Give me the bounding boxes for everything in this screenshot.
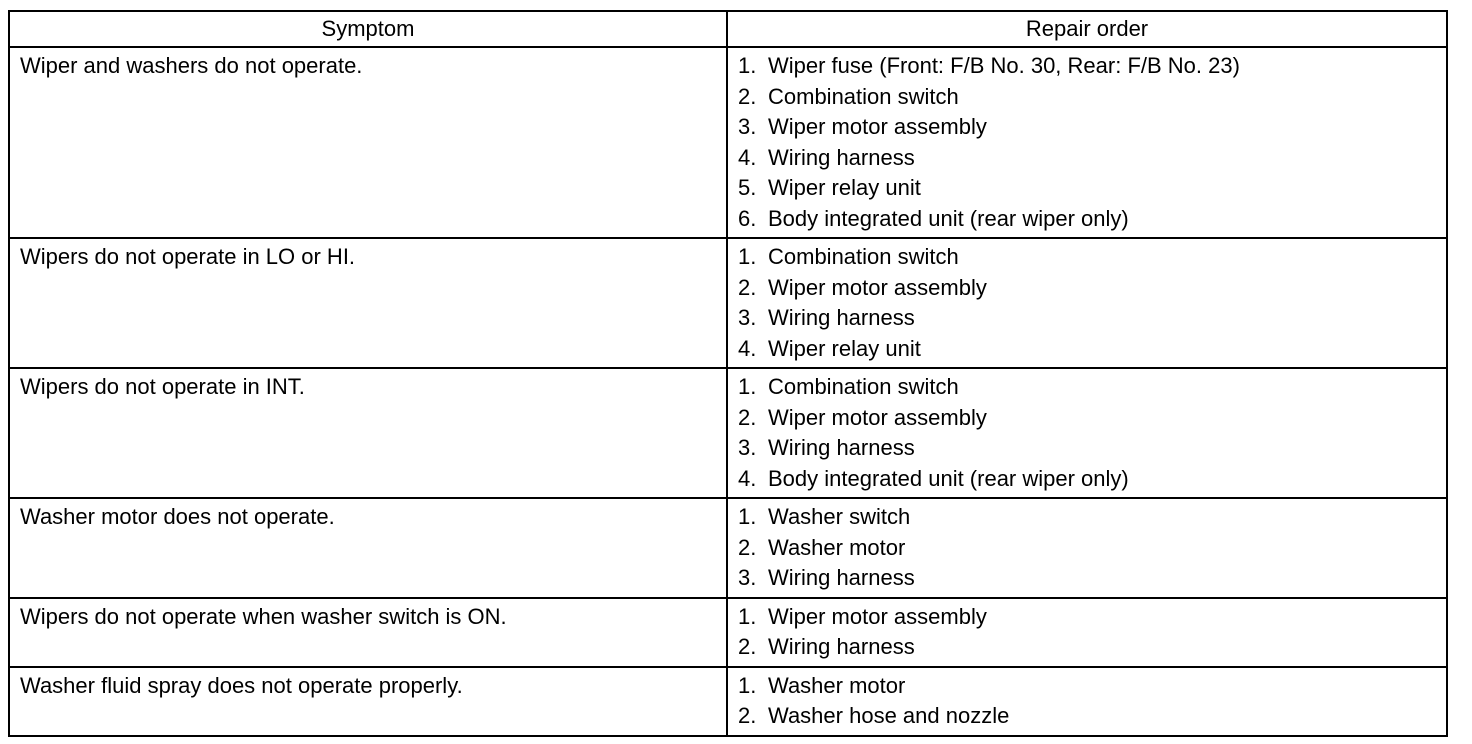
repair-step — [738, 464, 1436, 495]
step-text: Combination switch — [768, 244, 959, 269]
step-number: 1. — [738, 374, 757, 399]
repair-step — [738, 671, 1436, 702]
repair-steps-list — [738, 602, 1436, 663]
step-number: 1. — [738, 53, 757, 78]
step-text: Wiper motor assembly — [768, 603, 987, 629]
repair-step — [738, 533, 1436, 564]
symptom-cell: Washer fluid spray does not operate properly. — [9, 667, 727, 736]
repair-steps-list — [738, 671, 1436, 732]
table-row — [9, 498, 1447, 598]
step-text: Wiring harness — [768, 634, 915, 659]
repair-step — [738, 303, 1436, 334]
step-number: 4. — [738, 335, 757, 361]
repair-step — [738, 433, 1436, 464]
step-number: 1. — [738, 603, 757, 629]
repair-step — [738, 632, 1436, 663]
troubleshooting-table — [8, 10, 1448, 737]
step-number: 1. — [738, 504, 757, 529]
repair-step — [738, 173, 1436, 204]
repair-step — [738, 502, 1436, 533]
table-row — [9, 598, 1447, 667]
step-number: 5. — [738, 175, 757, 200]
step-text: Wiper relay unit — [768, 175, 921, 200]
step-number: 3. — [738, 114, 757, 139]
step-text: Wiper motor assembly — [768, 274, 987, 300]
step-text: Washer hose and nozzle — [768, 703, 1010, 728]
repair-order-cell — [727, 667, 1447, 736]
step-number: 4. — [738, 144, 757, 170]
step-text: Wiper motor assembly — [768, 114, 987, 139]
step-number: 1. — [738, 244, 757, 269]
step-number: 3. — [738, 565, 757, 590]
step-text: Wiper motor assembly — [768, 404, 987, 430]
repair-steps-list — [738, 242, 1436, 364]
repair-step — [738, 273, 1436, 304]
symptom-cell: Wipers do not operate in LO or HI. — [9, 238, 727, 368]
step-text: Washer motor — [768, 672, 906, 698]
table-header-row — [9, 11, 1447, 47]
repair-step — [738, 82, 1436, 113]
repair-order-cell — [727, 47, 1447, 238]
step-text: Body integrated unit (rear wiper only) — [768, 205, 1129, 231]
repair-step — [738, 403, 1436, 434]
step-text: Washer switch — [768, 504, 911, 529]
step-number: 2. — [738, 274, 757, 300]
step-text: Washer motor — [768, 534, 906, 560]
step-text: Wiper relay unit — [768, 335, 921, 361]
step-number: 2. — [738, 83, 757, 109]
symptom-cell: Washer motor does not operate. — [9, 498, 727, 598]
repair-order-cell — [727, 368, 1447, 498]
step-text: Wiper fuse (Front: F/B No. 30, Rear: F/B No. 23) — [768, 53, 1240, 78]
repair-order-header: Repair order — [727, 11, 1447, 47]
step-text: Wiring harness — [768, 435, 915, 460]
repair-step — [738, 602, 1436, 633]
repair-order-cell — [727, 598, 1447, 667]
table-row — [9, 368, 1447, 498]
step-text: Wiring harness — [768, 144, 915, 170]
table-body — [9, 47, 1447, 736]
step-text: Wiring harness — [768, 305, 915, 330]
step-number: 4. — [738, 465, 757, 491]
step-number: 3. — [738, 305, 757, 330]
repair-step — [738, 563, 1436, 594]
step-text: Body integrated unit (rear wiper only) — [768, 465, 1129, 491]
repair-step — [738, 242, 1436, 273]
step-number: 2. — [738, 534, 757, 560]
step-number: 3. — [738, 435, 757, 460]
troubleshooting-table-container — [8, 10, 1446, 737]
step-number: 6. — [738, 205, 757, 231]
repair-step — [738, 143, 1436, 174]
symptom-cell: Wipers do not operate when washer switch is ON. — [9, 598, 727, 667]
repair-step — [738, 51, 1436, 82]
table-row — [9, 667, 1447, 736]
symptom-header: Symptom — [9, 11, 727, 47]
repair-steps-list — [738, 372, 1436, 494]
repair-steps-list — [738, 502, 1436, 594]
step-text: Combination switch — [768, 83, 959, 109]
table-row — [9, 238, 1447, 368]
step-number: 1. — [738, 672, 757, 698]
symptom-cell: Wipers do not operate in INT. — [9, 368, 727, 498]
step-number: 2. — [738, 634, 757, 659]
symptom-cell: Wiper and washers do not operate. — [9, 47, 727, 238]
repair-order-cell — [727, 238, 1447, 368]
repair-step — [738, 334, 1436, 365]
repair-step — [738, 372, 1436, 403]
repair-step — [738, 112, 1436, 143]
step-number: 2. — [738, 703, 757, 728]
repair-order-cell — [727, 498, 1447, 598]
table-row — [9, 47, 1447, 238]
step-number: 2. — [738, 404, 757, 430]
repair-step — [738, 701, 1436, 732]
step-text: Wiring harness — [768, 565, 915, 590]
repair-steps-list — [738, 51, 1436, 234]
step-text: Combination switch — [768, 374, 959, 399]
repair-step — [738, 204, 1436, 235]
